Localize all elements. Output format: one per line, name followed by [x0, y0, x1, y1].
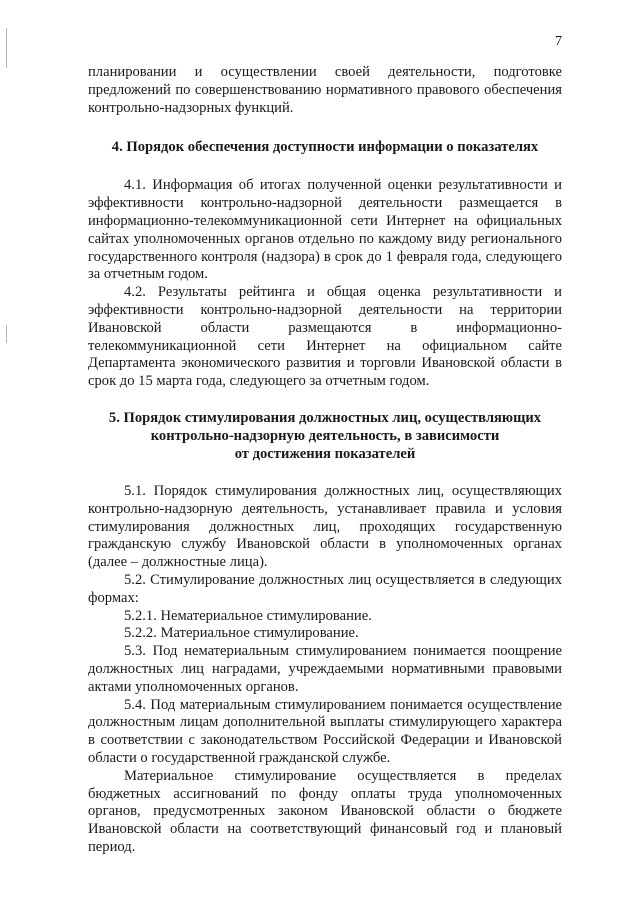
paragraph-5-2-2: 5.2.2. Материальное стимулирование. [124, 625, 359, 642]
section-5-heading-line-1: 5. Порядок стимулирования должностных лиц, осуществляющих [108, 409, 542, 426]
scan-edge-mark-top [6, 28, 7, 68]
page-number: 7 [555, 34, 562, 49]
paragraph-5-4: 5.4. Под материальным стимулированием понимается осуществление должностным лицам дополнительной выплаты стимулирующего характера в соответствии с законодательством Российской Федерации и Ивановской области о государственной гражданской службе. [88, 696, 562, 766]
paragraph-5-2-1: 5.2.1. Нематериальное стимулирование. [124, 607, 372, 624]
paragraph-5-material: Материальное стимулирование осуществляется в пределах бюджетных ассигнований по фонду оплаты труда уполномоченных органов, предусмотренных законом Ивановской области о бюджете Ивановской области на соответствующий финансовый год и плановый период. [88, 767, 562, 855]
document-body [88, 64, 562, 857]
paragraph-5-2: 5.2. Стимулирование должностных лиц осуществляется в следующих формах: [88, 571, 562, 606]
paragraph-5-3: 5.3. Под нематериальным стимулированием понимается поощрение должностных лиц наградами, учреждаемыми нормативными правовыми актами уполномоченных органов. [88, 643, 562, 695]
paragraph-4-1: 4.1. Информация об итогах полученной оценки результативности и эффективности контрольно-надзорной деятельности размещается в информационно-телекоммуникационной сети Интернет на официальных сайтах уполномоченных органов отдельно по каждому виду регионального государственного контроля (надзора) в срок до 1 февраля года, следующего за отчетным годом. [88, 177, 562, 283]
section-5-heading [88, 409, 562, 463]
intro-paragraph: планировании и осуществлении своей деятельности, подготовке предложений по совершенствованию нормативного правового обеспечения контрольно-надзорных функций. [88, 64, 562, 116]
scan-edge-mark-middle [6, 325, 7, 343]
section-5-heading-line-3: от достижения показателей [234, 445, 416, 462]
section-4-heading: 4. Порядок обеспечения доступности информации о показателях [111, 139, 539, 156]
section-5-heading-line-2: контрольно-надзорную деятельность, в зависимости [150, 427, 500, 444]
paragraph-5-1: 5.1. Порядок стимулирования должностных лиц, осуществляющих контрольно-надзорную деятельность, устанавливает правила и условия стимулирования должностных лиц, проходящих государственную гражданскую службу Ивановской области в уполномоченных органах (далее – должностные лица). [88, 482, 562, 571]
paragraph-4-2: 4.2. Результаты рейтинга и общая оценка результативности и эффективности контрольно-надзорной деятельности на территории Ивановской области размещаются в информационно-телекоммуникационной сети Интернет на официальном сайте Департамента экономического развития и торговли Ивановской области в срок до 15 марта года, следующего за отчетным годом. [88, 284, 562, 390]
